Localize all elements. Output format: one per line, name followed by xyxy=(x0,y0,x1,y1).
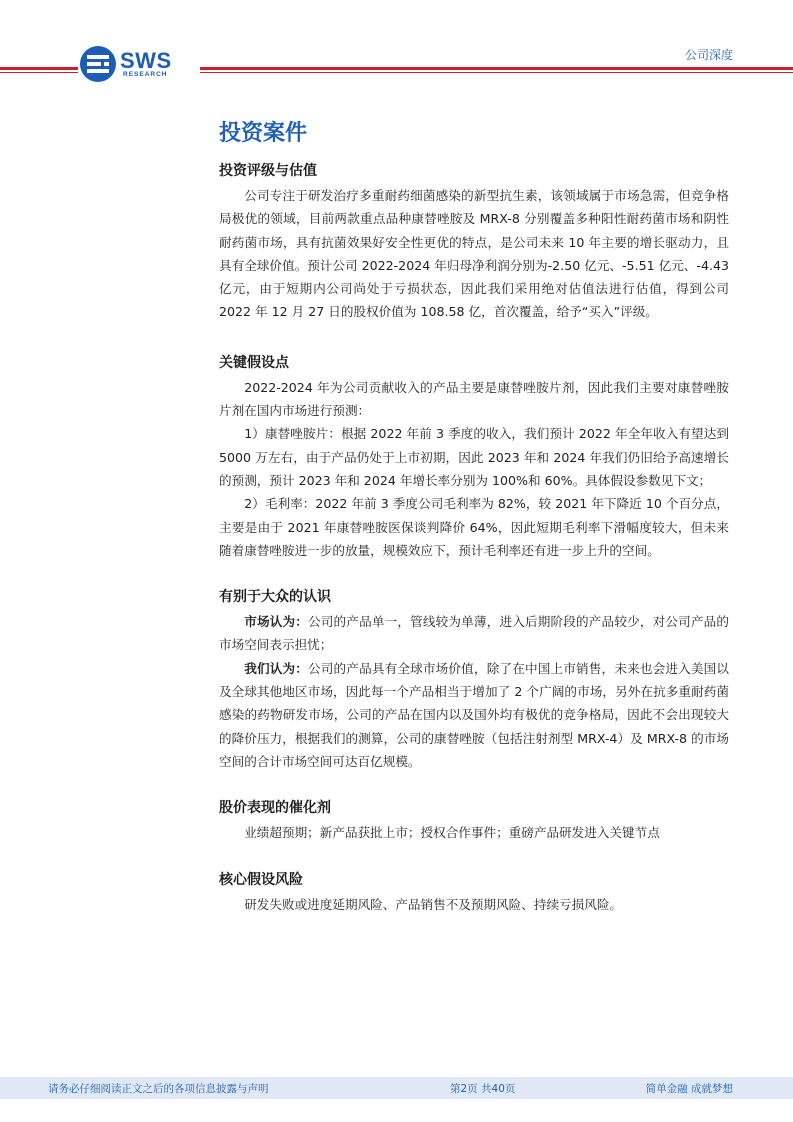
paragraph: 2）毛利率：2022 年前 3 季度公司毛利率为 82%，较 2021 年下降近 10 个百分点，主要是由于 2021 年康替唑胺医保谈判降价 64%，因此短期毛利率下滑幅度较大，但未来随着康替唑胺进一步的放量，规模效应下，预计毛利率还有进一步上升的空间。 xyxy=(219,496,729,558)
section-risk xyxy=(219,867,729,916)
header-rule-left xyxy=(0,67,78,70)
page-number: 第2页 共40页 xyxy=(450,1083,516,1095)
section-catalyst xyxy=(219,795,729,844)
main-content xyxy=(219,118,729,934)
section-heading: 股价表现的催化剂 xyxy=(219,800,331,817)
footer-slogan: 简单金融 成就梦想 xyxy=(645,1083,733,1095)
section-heading: 核心假设风险 xyxy=(219,871,303,888)
page-header xyxy=(0,0,793,90)
report-type-label: 公司深度 xyxy=(684,48,733,62)
market-view-text: 公司的产品单一，管线较为单薄，进入后期阶段的产品较少，对公司产品的市场空间表示担忧； xyxy=(219,614,730,653)
footer-disclaimer: 请务必仔细阅读正文之后的各项信息披露与声明 xyxy=(48,1083,269,1095)
our-view-paragraph xyxy=(219,657,729,773)
paragraph: 研发失败或进度延期风险、产品销售不及预期风险、持续亏损风险。 xyxy=(244,896,622,912)
page-title: 投资案件 xyxy=(219,121,308,146)
section-rating xyxy=(219,158,729,324)
header-rule-right-thin xyxy=(200,72,793,73)
our-view-label: 我们认为： xyxy=(244,660,309,676)
paragraph: 公司专注于研发治疗多重耐药细菌感染的新型抗生素，该领域属于市场急需，但竞争格局极优的领域，目前两款重点品种康替唑胺及 MRX-8 分别覆盖多种阳性耐药菌市场和阴性耐药菌市场，具有抗菌效果好安全性更优的特点，是公司未来 10 年主要的增长驱动力，且具有全球价值。预计公司 2022-2024 年归母净利润分别为-2.50 亿元、-5.51 亿元、-4.43 亿元，由于短期内公司尚处于亏损状态，因此我们采用绝对估值法进行估值，得到公司 2022 年 12 月 27 日的股权价值为 108.58 亿，首次覆盖，给予“买入”评级。 xyxy=(219,188,729,320)
paragraph: 业绩超预期；新产品获批上市；授权合作事件；重磅产品研发进入关键节点 xyxy=(244,825,660,841)
header-rule-right xyxy=(200,67,793,70)
market-view-paragraph xyxy=(219,610,729,657)
section-heading: 关键假设点 xyxy=(219,354,289,371)
paragraph: 2022-2024 年为公司贡献收入的产品主要是康替唑胺片剂，因此我们主要对康替唑胺片剂在国内市场进行预测： xyxy=(219,379,729,419)
market-view-label: 市场认为： xyxy=(244,614,309,630)
section-assumptions xyxy=(219,350,729,562)
section-heading: 投资评级与估值 xyxy=(219,163,317,179)
section-heading: 有别于大众的认识 xyxy=(219,589,331,606)
section-different-view xyxy=(219,584,729,773)
logo-text: SWS xyxy=(120,48,172,73)
logo-subtitle: RESEARCH xyxy=(123,71,168,78)
our-view-text: 公司的产品具有全球市场价值，除了在中国上市销售，未来也会进入美国以及全球其他地区市场，因此每一个产品相当于增加了 2 个广阔的市场，另外在抗多重耐药菌感染的药物研发市场，公司的产品在国内以及国外均有极优的竞争格局，因此不会出现较大的降价压力，根据我们的测算，公司的康替唑胺（包括注射剂型 MRX-4）及 MRX-8 的市场空间的合计市场空间可达百亿规模。 xyxy=(219,660,730,769)
header-rule-left-thin xyxy=(0,72,78,73)
paragraph: 1）康替唑胺片：根据 2022 年前 3 季度的收入，我们预计 2022 年全年收入有望达到 5000 万左右，由于产品仍处于上市初期，因此 2023 年和 2024 年我们仍旧给予高速增长的预测，预计 2023 年和 2024 年增长率分别为 100%和 60%。具体假设参数见下文； xyxy=(219,426,729,488)
